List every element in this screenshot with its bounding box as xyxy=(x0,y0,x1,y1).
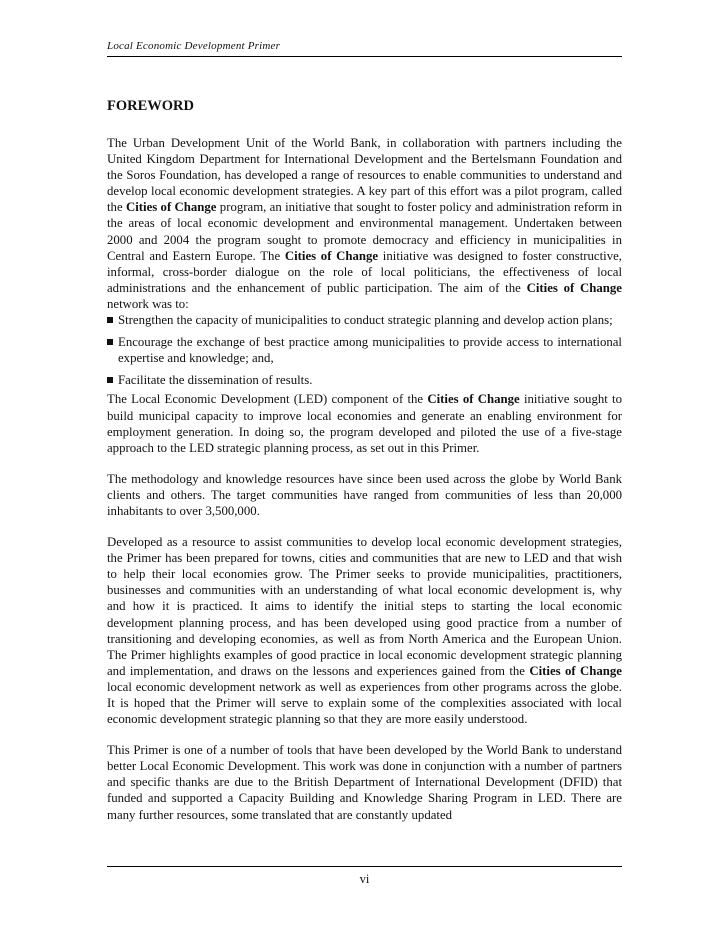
text-run: initiative sought to build municipal capacity to improve local economies and generate an enabling environment for employment generation. In doing so, the program developed and piloted the use of a five-stage approach to the LED strategic planning process, as set out in this Primer. xyxy=(107,392,622,455)
program-name: Cities of Change xyxy=(526,280,622,295)
program-name: Cities of Change xyxy=(125,200,217,215)
paragraph-primer-purpose xyxy=(107,534,622,727)
body-text xyxy=(107,135,622,838)
square-bullet-icon xyxy=(107,317,113,323)
text-run: The Urban Development Unit of the World Bank, in collaboration with partners including the United Kingdom Department for International Development and the Bertelsmann Foundation and the Soros Foundation, has developed a range of resources to enable communities to understand and develop local economic development strategies. A key part of this effort was a pilot program, called the xyxy=(107,136,622,215)
program-name: Cities of Change xyxy=(529,663,622,678)
text-run: local economic development network as well as experiences from other programs across the globe. It is hoped that the Primer will serve to explain some of the complexities associated with local economic development strategic planning so that they are more easily understood. xyxy=(107,679,622,727)
list-item-text: Encourage the exchange of best practice among municipalities to provide access to international expertise and knowledge; and, xyxy=(118,335,622,366)
paragraph-led-component xyxy=(107,391,622,455)
paragraph-methodology: The methodology and knowledge resources have since been used across the globe by World Bank clients and others. The target communities have ranged from communities of less than 20,000 inhabitants to over 3,500,000. xyxy=(107,471,622,518)
footer-rule xyxy=(107,866,622,867)
header-rule xyxy=(107,56,622,57)
list-item xyxy=(107,334,622,366)
text-run: program, an initiative that sought to foster policy and administration reform in the areas of local economic development and environmental management. Undertaken between 2000 and 2004 the program sought to promote democracy and efficiency in municipalities in Central and Eastern Europe. The xyxy=(107,200,622,263)
text-run: Developed as a resource to assist communities to develop local economic development strategies, the Primer has been prepared for towns, cities and communities that are new to LED and that wish to help their local economies grow. The Primer seeks to provide municipalities, practitioners, businesses and communities with an understanding of what local economic development is, why and how it is practiced. It aims to identify the initial steps to starting the local economic development planning process, and has been developed using good practice from a number of transitioning and developing economies, as well as from North America and the European Union. The Primer highlights examples of good practice in local economic development strategic planning and implementation, and draws on the lessons and experiences gained from the xyxy=(107,535,622,678)
square-bullet-icon xyxy=(107,339,113,345)
text-run: network was to: xyxy=(107,296,189,311)
aims-list xyxy=(107,312,622,388)
section-heading: FOREWORD xyxy=(107,98,194,114)
program-name: Cities of Change xyxy=(427,392,520,407)
square-bullet-icon xyxy=(107,377,113,383)
page-number: vi xyxy=(359,872,370,886)
paragraph-intro xyxy=(107,135,622,312)
list-item-text: Facilitate the dissemination of results. xyxy=(118,373,313,388)
running-header: Local Economic Development Primer xyxy=(107,40,281,52)
text-run: initiative was designed to foster constructive, informal, cross-border dialogue on the role of local politicians, the effectiveness of local administrations and the enhancement of public participation. The aim of the xyxy=(107,248,623,295)
list-item-text: Strengthen the capacity of municipalities to conduct strategic planning and develop action plans; xyxy=(118,313,613,328)
list-item xyxy=(107,312,622,328)
list-item xyxy=(107,372,622,388)
text-run: The Local Economic Development (LED) component of the xyxy=(107,392,428,407)
paragraph-tools: This Primer is one of a number of tools that have been developed by the World Bank to understand better Local Economic Development. This work was done in conjunction with a number of partners and specific thanks are due to the British Department of International Development (DFID) that funded and supported a Capacity Building and Knowledge Sharing Program in LED. There are many further resources, some translated that are constantly updated xyxy=(107,743,622,822)
program-name: Cities of Change xyxy=(284,248,379,263)
